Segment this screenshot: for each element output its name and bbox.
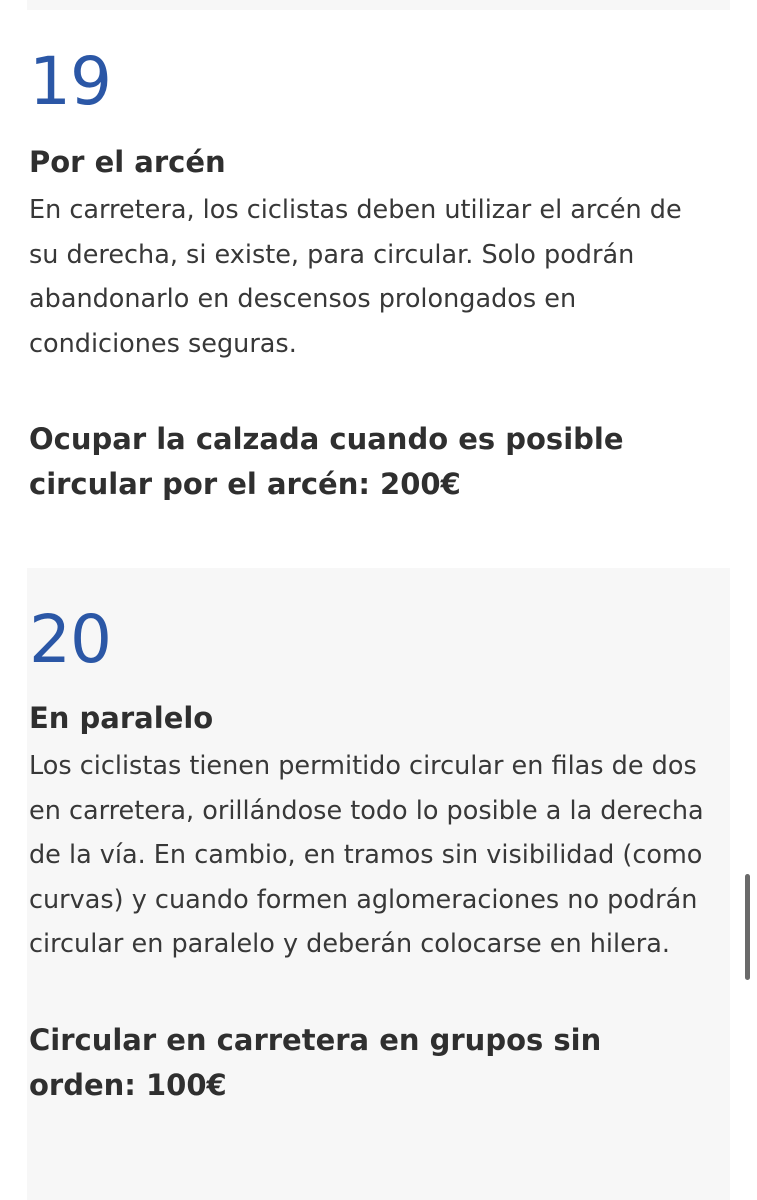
rule-description: Los ciclistas tienen permitido circular en filas de dos en carretera, orillándose todo lo posible a la derecha de la vía. En cambio, en tramos sin visibilidad (como curvas) y cuando formen aglomeraciones no podrán circular en paralelo y deberán colocarse en hilera. (29, 751, 704, 959)
previous-card-bottom (27, 0, 730, 10)
rule-title: Por el arcén (29, 145, 226, 179)
rule-description: En carretera, los ciclistas deben utilizar el arcén de su derecha, si existe, para circular. Solo podrán abandonarlo en descensos prolongados en condiciones seguras. (29, 195, 682, 359)
rule-title: En paralelo (29, 701, 214, 735)
rule-fine: Circular en carretera en grupos sin orden: 100€ (29, 1022, 602, 1102)
rule-card-20 (27, 568, 730, 1200)
scrollbar-thumb[interactable] (745, 874, 750, 980)
rule-fine: Ocupar la calzada cuando es posible circular por el arcén: 200€ (29, 422, 624, 501)
rule-number: 19 (29, 43, 111, 120)
rule-card-19 (27, 10, 730, 558)
rule-number: 20 (29, 601, 111, 678)
